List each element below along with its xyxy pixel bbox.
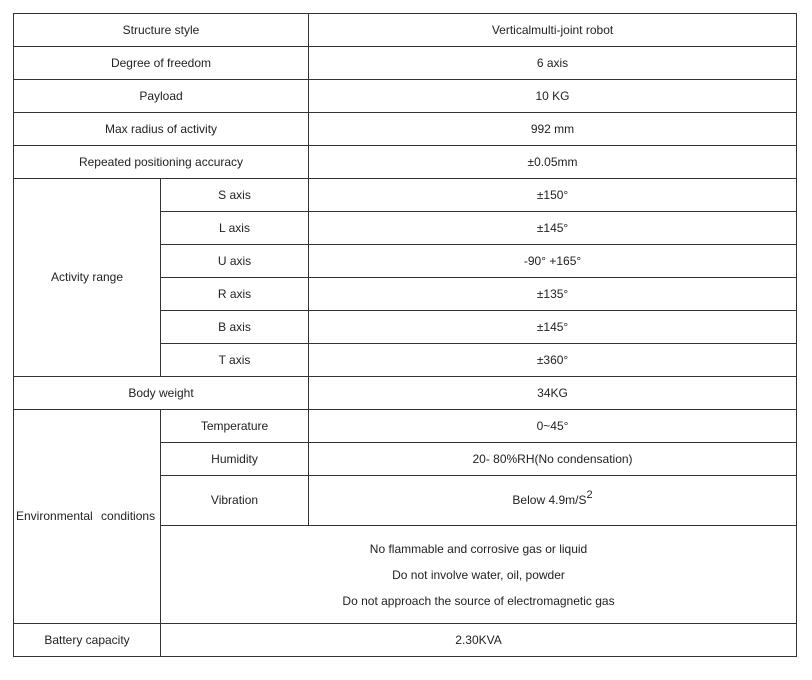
env-condition-name: Humidity xyxy=(161,443,309,476)
row-value: 2.30KVA xyxy=(161,624,797,657)
env-note: Do not approach the source of electromagnetic gas xyxy=(342,593,615,608)
table-row xyxy=(14,80,797,113)
table-row xyxy=(14,179,797,212)
activity-range-label: Activity range xyxy=(14,179,161,377)
table-row xyxy=(14,14,797,47)
table-row xyxy=(14,624,797,657)
axis-name: T axis xyxy=(161,344,309,377)
env-note: Do not involve water, oil, powder xyxy=(392,567,565,582)
table-row xyxy=(14,47,797,80)
axis-value: ±150° xyxy=(309,179,797,212)
row-value: 10 KG xyxy=(309,80,797,113)
row-value: 6 axis xyxy=(309,47,797,80)
axis-value: ±360° xyxy=(309,344,797,377)
row-label: Repeated positioning accuracy xyxy=(14,146,309,179)
vibration-exponent: 2 xyxy=(586,489,593,501)
axis-value: -90° +165° xyxy=(309,245,797,278)
table-row xyxy=(14,146,797,179)
table-row xyxy=(14,410,797,443)
axis-value: ±145° xyxy=(309,311,797,344)
env-condition-value: 20- 80%RH(No condensation) xyxy=(309,443,797,476)
table-row xyxy=(14,377,797,410)
vibration-value: Below 4.9m/S xyxy=(512,493,587,507)
row-value: 992 mm xyxy=(309,113,797,146)
env-condition-value xyxy=(309,476,797,526)
axis-name: R axis xyxy=(161,278,309,311)
env-condition-name: Temperature xyxy=(161,410,309,443)
env-condition-name: Vibration xyxy=(161,476,309,526)
row-label: Max radius of activity xyxy=(14,113,309,146)
row-label: Body weight xyxy=(14,377,309,410)
row-label: Degree of freedom xyxy=(14,47,309,80)
table-row xyxy=(14,113,797,146)
axis-value: ±145° xyxy=(309,212,797,245)
row-value: Verticalmulti-joint robot xyxy=(309,14,797,47)
row-label: Structure style xyxy=(14,14,309,47)
row-value: ±0.05mm xyxy=(309,146,797,179)
axis-value: ±135° xyxy=(309,278,797,311)
spec-table xyxy=(13,13,797,657)
axis-name: U axis xyxy=(161,245,309,278)
axis-name: L axis xyxy=(161,212,309,245)
environmental-conditions-label: Environmental conditions xyxy=(14,410,161,624)
axis-name: S axis xyxy=(161,179,309,212)
env-note: No flammable and corrosive gas or liquid xyxy=(369,541,588,556)
row-label: Payload xyxy=(14,80,309,113)
env-condition-value: 0~45° xyxy=(309,410,797,443)
row-value: 34KG xyxy=(309,377,797,410)
axis-name: B axis xyxy=(161,311,309,344)
env-notes xyxy=(161,526,797,624)
row-label: Battery capacity xyxy=(14,624,161,657)
